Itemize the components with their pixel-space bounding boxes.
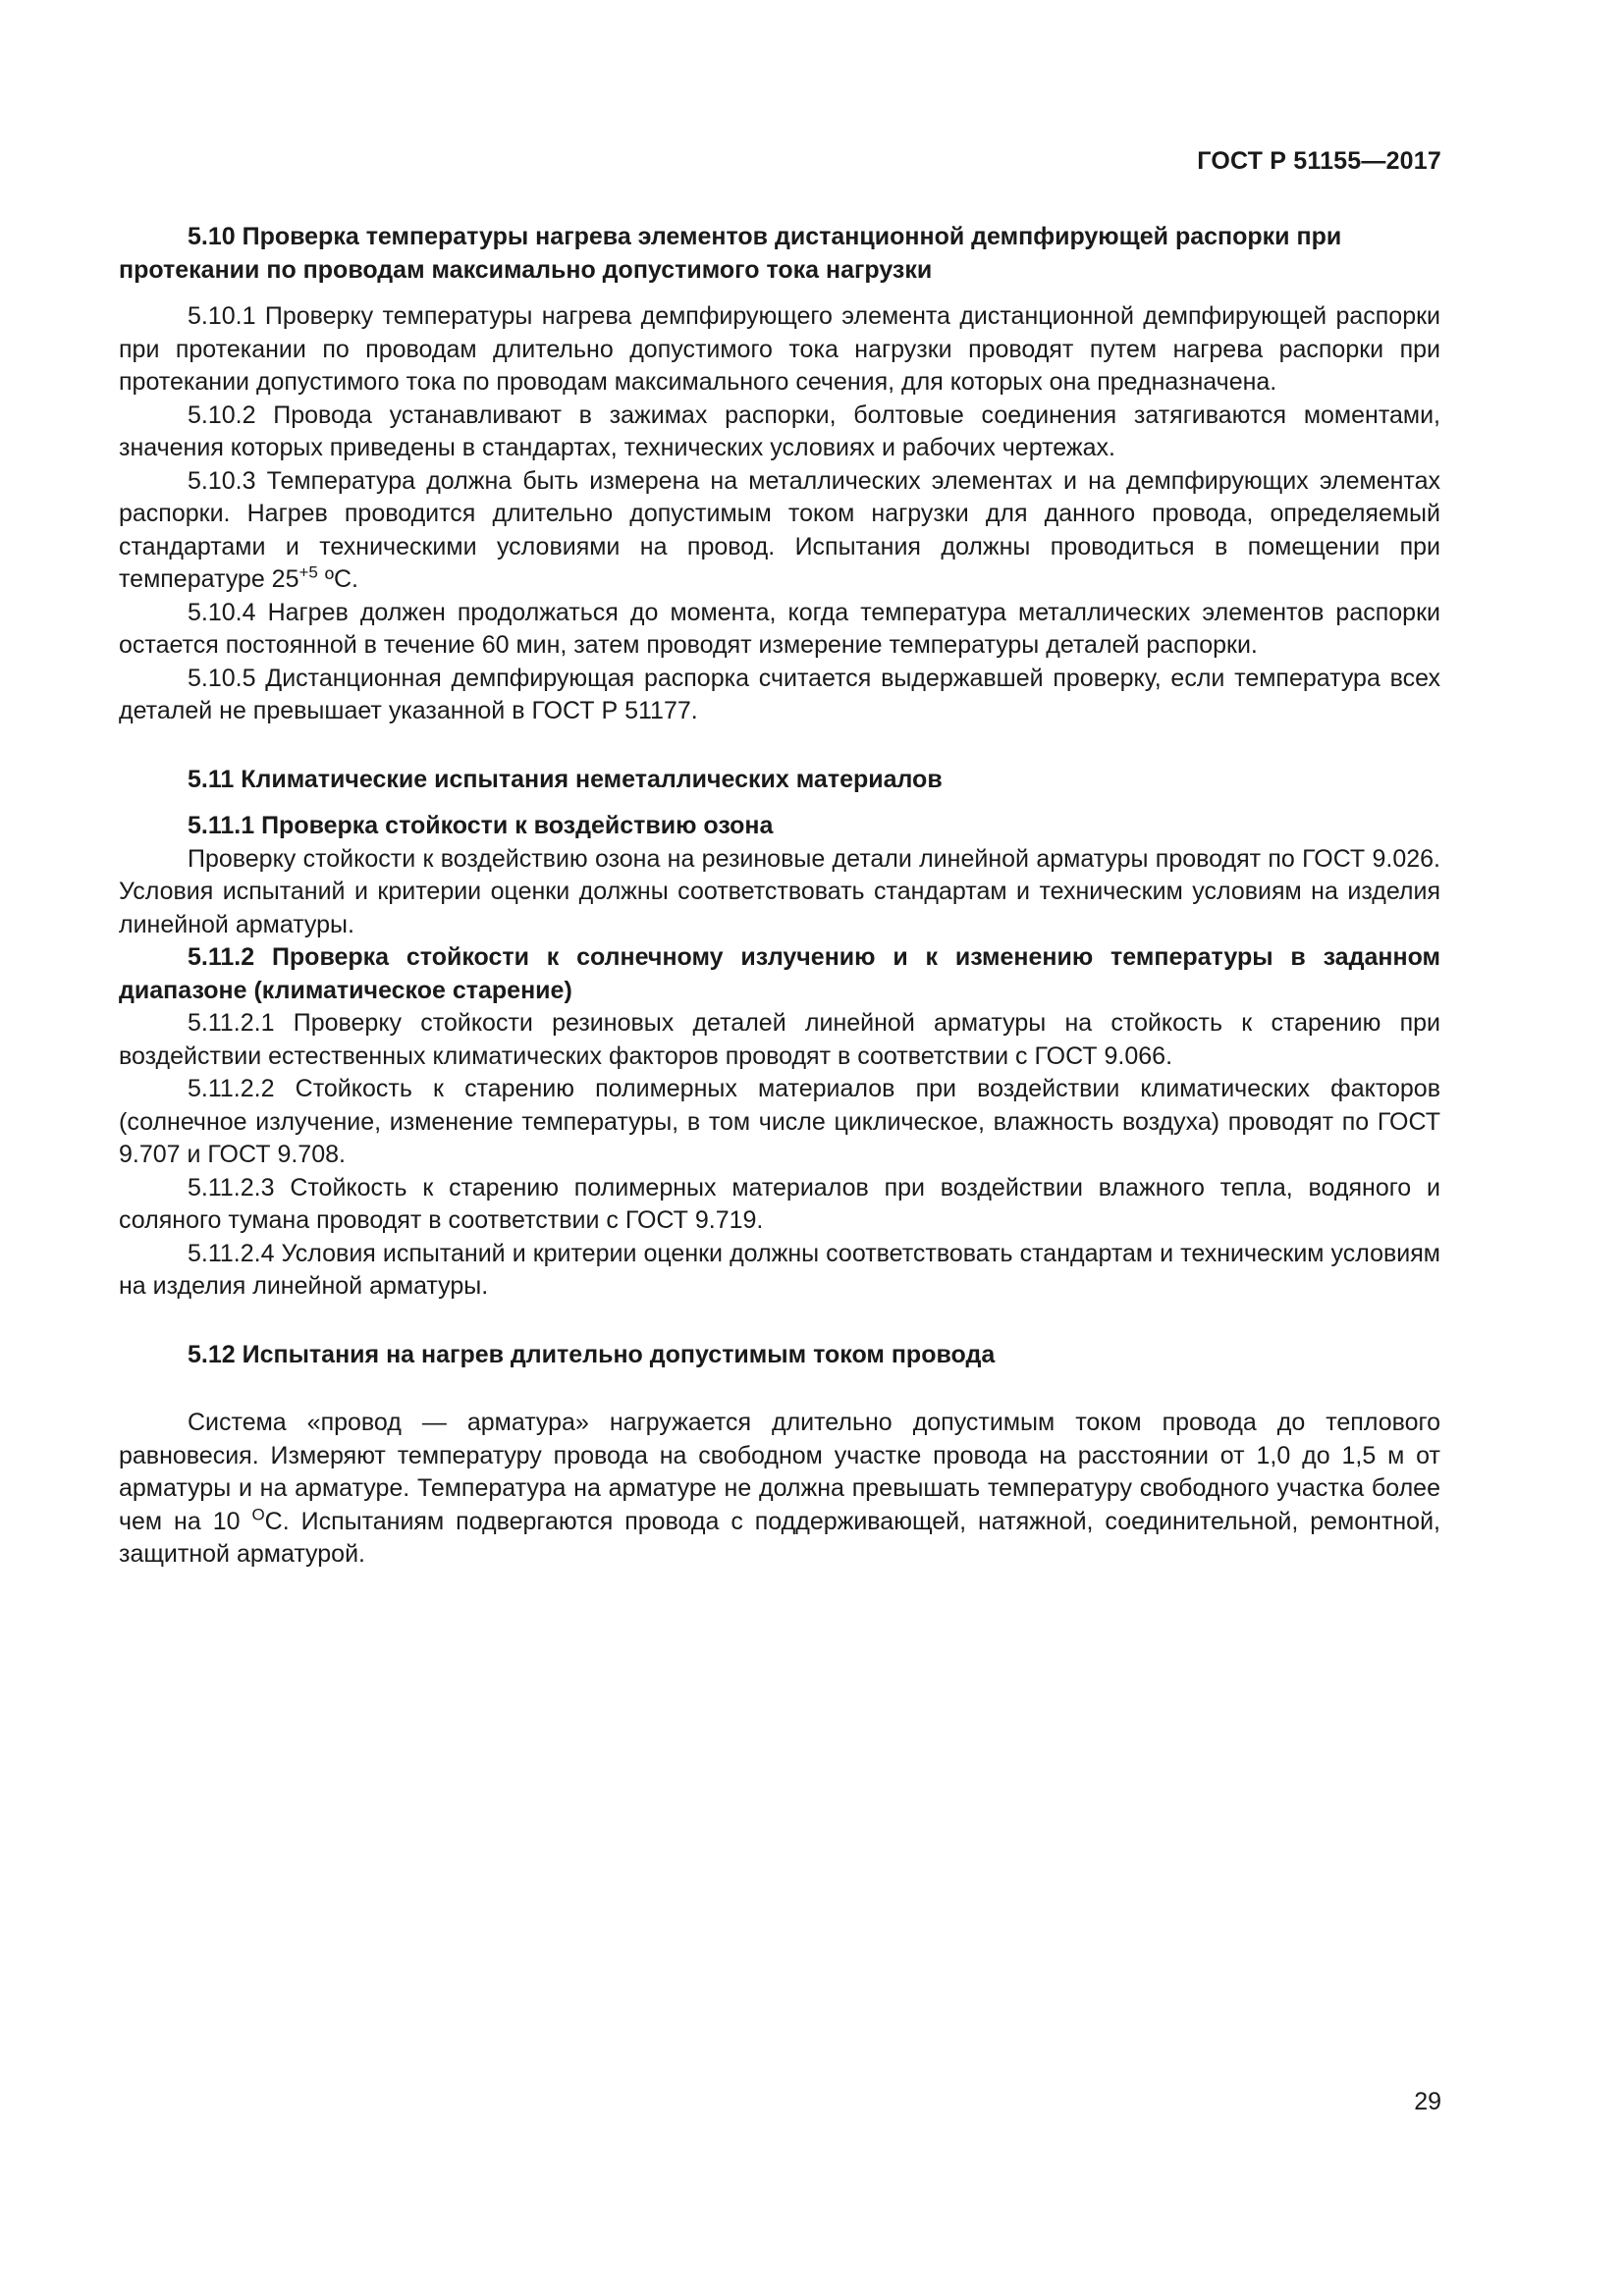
spacer <box>119 287 1440 300</box>
paragraph-5-11-2-2: 5.11.2.2 Стойкость к старению полимерных материалов при воздействии климатических факторов (солнечное излучение, изменение температуры, в том числе циклическое, влажность воздуха) проводят по ГОСТ 9.707 и ГОСТ 9.708. <box>119 1075 1440 1168</box>
paragraph-5-10-3-unit: ºС. <box>317 565 358 593</box>
paragraph-5-11-2-3: 5.11.2.3 Стойкость к старению полимерных материалов при воздействии влажного тепла, водяного и соляного тумана проводят в соответствии с ГОСТ 9.719. <box>119 1173 1440 1234</box>
paragraph-5-11-2-1: 5.11.2.1 Проверку стойкости резиновых деталей линейной арматуры на стойкость к старению при воздействии естественных климатических факторов проводят в соответствии с ГОСТ 9.066. <box>119 1009 1440 1070</box>
spacer <box>119 1371 1440 1407</box>
temperature-tolerance-superscript: +5 <box>298 562 318 582</box>
paragraph-5-11-2-4: 5.11.2.4 Условия испытаний и критерии оценки должны соответствовать стандартам и техническим условиям на изделия линейной арматуры. <box>119 1239 1440 1300</box>
paragraph-5-12-text: Система «провод — арматура» нагружается длительно допустимым током провода до теплового равновесия. Измеряют температуру провода на свободном участке провода на расстоянии от 1,0 до 1,5 м от арматуры и на арматуре. Температура на арматуре не должна превышать температуру свободного участка более чем на 10 <box>119 1409 1440 1535</box>
page-number: 29 <box>1414 2088 1441 2115</box>
paragraph-5-10-3-text: 5.10.3 Температура должна быть измерена на металлических элементах и на демпфирующих элементах распорки. Нагрев проводится длительно допустимым током нагрузки для данного провода, определяемый стандартами и техническими условиями на провод. Испытания должны проводиться в помещении при температуре 25 <box>119 466 1440 593</box>
paragraph-5-10-5: 5.10.5 Дистанционная демпфирующая распорка считается выдержавшей проверку, если температура всех деталей не превышает указанной в ГОСТ Р 51177. <box>119 664 1440 724</box>
section-heading-5-10: 5.10 Проверка температуры нагрева элементов дистанционной демпфирующей распорки при протекании по проводам максимально допустимого тока нагрузки <box>119 223 1342 284</box>
paragraph-5-10-2: 5.10.2 Провода устанавливают в зажимах распорки, болтовые соединения затягиваются моментами, значения которых приведены в стандартах, технических условиях и рабочих чертежах. <box>119 400 1440 461</box>
paragraph-5-10-4: 5.10.4 Нагрев должен продолжаться до момента, когда температура металлических элементов распорки остается постоянной в течение 60 мин, затем проводят измерение температуры деталей распорки. <box>119 598 1440 659</box>
paragraph-5-10-3 <box>119 465 1440 597</box>
document-designation: ГОСТ Р 51155—2017 <box>1197 147 1441 175</box>
paragraph-5-12-end: С. Испытаниям подвергаются провода с поддерживающей, натяжной, соединительной, ремонтной, защитной арматурой. <box>119 1507 1440 1568</box>
section-heading-5-12: 5.12 Испытания на нагрев длительно допустимым током провода <box>188 1340 996 1368</box>
spacer <box>119 728 1440 764</box>
degree-superscript: О <box>251 1505 265 1524</box>
paragraph-5-12 <box>119 1407 1440 1572</box>
spacer <box>119 796 1440 810</box>
subsection-heading-5-11-2: 5.11.2 Проверка стойкости к солнечному излучению и к изменению температуры в заданном диапазоне (климатическое старение) <box>119 943 1440 1004</box>
section-heading-5-11: 5.11 Климатические испытания неметаллических материалов <box>188 765 943 793</box>
spacer <box>119 1304 1440 1339</box>
subsection-heading-5-11-1: 5.11.1 Проверка стойкости к воздействию озона <box>188 812 774 839</box>
paragraph-5-10-1: 5.10.1 Проверку температуры нагрева демпфирующего элемента дистанционной демпфирующей распорки при протекании по проводам длительно допустимого тока нагрузки проводят путем нагрева распорки при протекании допустимого тока по проводам максимального сечения, для которых она предназначена. <box>119 302 1440 396</box>
document-body <box>119 221 1440 1572</box>
paragraph-5-11-1: Проверку стойкости к воздействию озона на резиновые детали линейной арматуры проводят по ГОСТ 9.026. Условия испытаний и критерии оценки должны соответствовать стандартам и техническим условиям на изделия линейной арматуры. <box>119 844 1440 938</box>
